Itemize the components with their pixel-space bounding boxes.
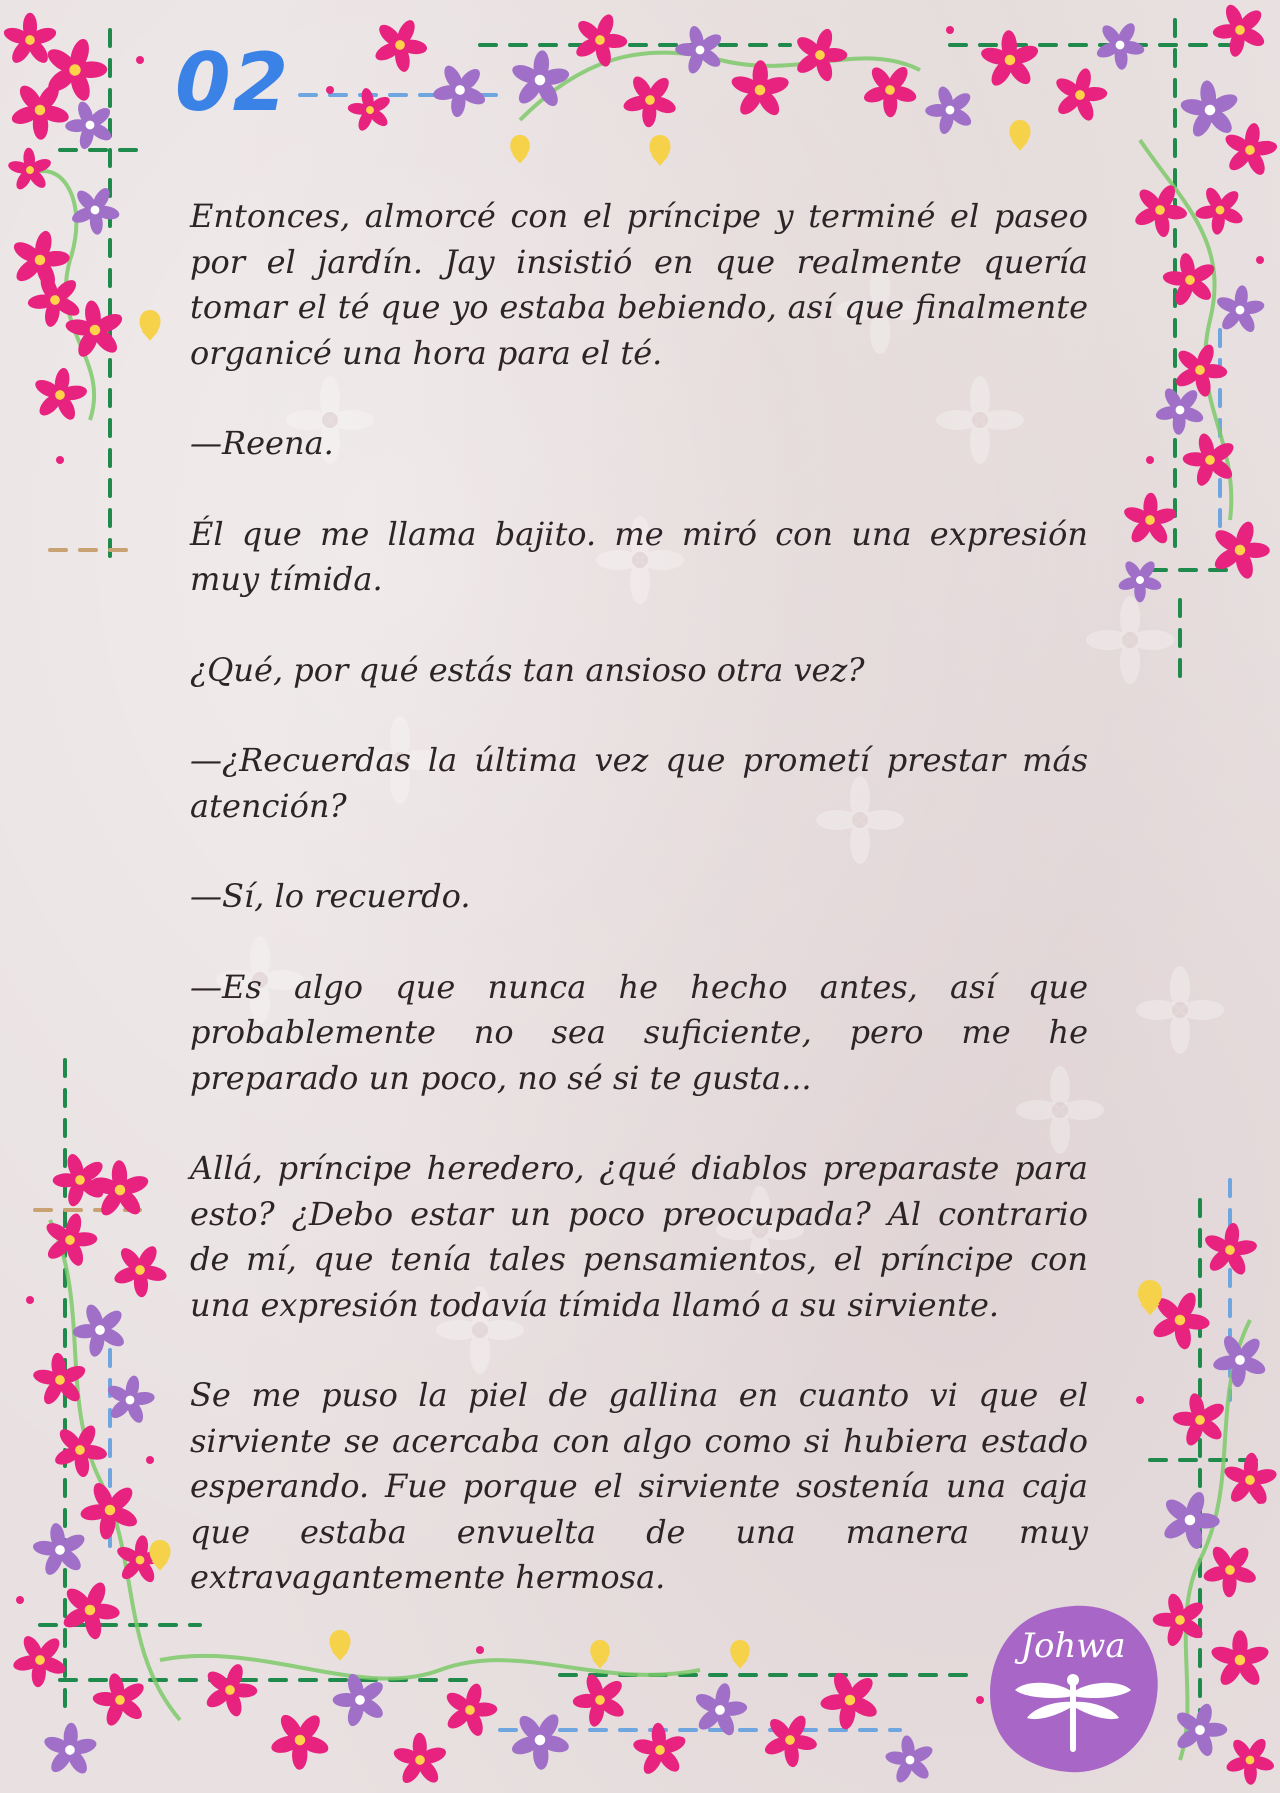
paragraph: Se me puso la piel de gallina en cuanto vi que el sirviente se acercaba con algo como si hubiera estado esperando. Fue porque el sirviente sostenía una caja que estaba envuelta de una manera muy extravagantemente hermosa. (190, 1376, 1088, 1596)
paragraph: Allá, príncipe heredero, ¿qué diablos preparaste para esto? ¿Debo estar un poco preocupada? Al contrario de mí, que tenía tales pensamientos, el príncipe con una expresión todavía tímida llamó a su sirviente. (190, 1149, 1088, 1324)
text-body (190, 194, 1088, 1646)
paragraph: —Reena. (190, 424, 334, 462)
logo-text: Johwa (1020, 1626, 1126, 1666)
paragraph: Él que me llama bajito. me miró con una expresión muy tímida. (190, 514, 1088, 598)
paragraph: ¿Qué, por qué estás tan ansioso otra vez? (190, 650, 865, 689)
paragraph: —¿Recuerdas la última vez que prometí prestar más atención? (190, 741, 1088, 825)
paragraph: —Sí, lo recuerdo. (190, 877, 471, 915)
chapter-number: 02 (175, 36, 291, 129)
johwa-logo (985, 1600, 1161, 1776)
paragraph: Entonces, almorcé con el príncipe y terminé el paseo por el jardín. Jay insistió en que realmente quería tomar el té que yo estaba bebiendo, así que finalmente organicé una hora para el té. (190, 197, 1088, 372)
paragraph: —Es algo que nunca he hecho antes, así que probablemente no sea suficiente, pero me he preparado un poco, no sé si te gusta... (190, 967, 1088, 1097)
